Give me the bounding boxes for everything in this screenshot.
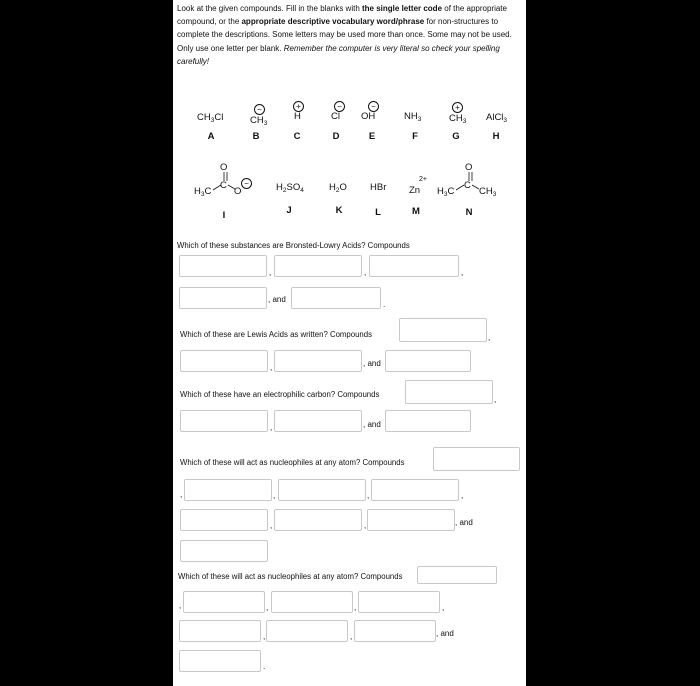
answer-blank[interactable] bbox=[179, 620, 261, 642]
compound-m-label: M bbox=[412, 206, 420, 217]
comma-separator: , bbox=[270, 363, 273, 372]
answer-blank[interactable] bbox=[271, 591, 353, 613]
answer-blank[interactable] bbox=[367, 509, 455, 531]
carbonyl-carbon: C bbox=[220, 180, 227, 191]
answer-blank[interactable] bbox=[358, 591, 440, 613]
answer-blank[interactable] bbox=[399, 318, 487, 342]
compound-g-label: G bbox=[452, 131, 460, 142]
answer-blank[interactable] bbox=[405, 380, 493, 404]
answer-blank[interactable] bbox=[371, 479, 459, 501]
answer-blank[interactable] bbox=[274, 255, 362, 277]
comma-separator: , bbox=[350, 632, 353, 641]
question-2-text: Which of these are Lewis Acids as written? Compounds bbox=[180, 330, 372, 339]
and-separator: , and bbox=[436, 629, 454, 638]
compound-a-label: A bbox=[207, 131, 215, 142]
compound-j-label: J bbox=[286, 205, 292, 216]
comma-separator: , bbox=[269, 268, 272, 277]
compound-l-structure: HBr bbox=[370, 182, 387, 193]
compound-j-structure: $H_2SO_4$ bbox=[276, 182, 304, 194]
comma-separator: , bbox=[354, 603, 357, 612]
comma-separator: , bbox=[266, 603, 269, 612]
carbonyl-oxygen: O bbox=[465, 162, 473, 173]
compound-k-label: K bbox=[335, 205, 343, 216]
compound-a-structure: $CH_3Cl$ bbox=[197, 112, 224, 124]
answer-blank[interactable] bbox=[369, 255, 459, 277]
comma-separator: , bbox=[442, 603, 445, 612]
and-separator: , and bbox=[363, 359, 381, 368]
compound-c-structure: H bbox=[294, 111, 301, 122]
answer-blank[interactable] bbox=[274, 350, 362, 372]
comma-separator: , bbox=[179, 601, 182, 610]
answer-blank[interactable] bbox=[179, 287, 267, 309]
compound-n-label: N bbox=[465, 207, 473, 218]
plus-charge-icon: + bbox=[293, 101, 304, 112]
answer-blank[interactable] bbox=[433, 447, 520, 471]
comma-separator: , bbox=[367, 491, 370, 500]
compound-d-label: D bbox=[332, 131, 340, 142]
compound-e-label: E bbox=[368, 131, 376, 142]
answer-blank[interactable] bbox=[385, 410, 471, 432]
comma-separator: , bbox=[461, 268, 464, 277]
minus-charge-icon: − bbox=[241, 178, 252, 189]
comma-separator: , bbox=[180, 490, 183, 499]
question-panel bbox=[173, 0, 526, 686]
plus-charge-icon: + bbox=[452, 102, 463, 113]
answer-blank[interactable] bbox=[184, 479, 272, 501]
comma-separator: , bbox=[461, 491, 464, 500]
answer-blank[interactable] bbox=[291, 287, 381, 309]
comma-separator: , bbox=[364, 268, 367, 277]
compound-k-structure: $H_2O$ bbox=[329, 182, 347, 194]
answer-blank[interactable] bbox=[180, 410, 268, 432]
answer-blank[interactable] bbox=[385, 350, 471, 372]
question-3-text: Which of these have an electrophilic carbon? Compounds bbox=[180, 390, 380, 399]
compound-h-label: H bbox=[492, 131, 500, 142]
comma-separator: , bbox=[270, 521, 273, 530]
compound-e-structure: OH bbox=[361, 111, 376, 122]
instructions: Look at the given compounds. Fill in the blanks with the single letter code of the appropriate compound, or the appropriate descriptive vocabulary word/phrase for non-structures to complete the descriptions. Some letters may be used more than once. Some may not be used. Only use one letter per blank. Remember the computer is very literal so check your spelling carefully! bbox=[177, 4, 512, 66]
answer-blank[interactable] bbox=[266, 620, 348, 642]
answer-blank[interactable] bbox=[183, 591, 265, 613]
compound-f-structure: $NH_3$ bbox=[404, 111, 422, 123]
question-4-text: Which of these will act as nucleophiles at any atom? Compounds bbox=[180, 458, 405, 467]
comma-separator: , bbox=[488, 333, 491, 342]
minus-charge-icon: − bbox=[368, 101, 379, 112]
comma-separator: , bbox=[273, 491, 276, 500]
question-1-text: Which of these substances are Bronsted-Lowry Acids? Compounds bbox=[177, 241, 410, 250]
compound-c-label: C bbox=[293, 131, 301, 142]
compound-f-label: F bbox=[412, 131, 418, 142]
comma-separator: , bbox=[270, 423, 273, 432]
answer-blank[interactable] bbox=[354, 620, 436, 642]
compound-d-structure: Cl bbox=[331, 111, 340, 122]
compound-h-structure: AlCl$_3$ bbox=[486, 112, 508, 124]
compound-n-structure: $H_3C$ bbox=[437, 186, 455, 198]
carboxylate-oxygen: O bbox=[234, 186, 242, 197]
answer-blank[interactable] bbox=[274, 509, 362, 531]
compound-i-label: I bbox=[222, 210, 226, 221]
minus-charge-icon: − bbox=[334, 101, 345, 112]
comma-separator: , bbox=[494, 395, 497, 404]
answer-blank[interactable] bbox=[274, 410, 362, 432]
compound-g-structure: $CH_3$ bbox=[449, 113, 467, 125]
compound-l-label: L bbox=[375, 207, 381, 218]
answer-blank[interactable] bbox=[180, 350, 268, 372]
answer-blank[interactable] bbox=[179, 650, 261, 672]
answer-blank[interactable] bbox=[180, 540, 268, 562]
methyl-group: $CH_3$ bbox=[479, 186, 497, 198]
period-separator: . bbox=[263, 662, 266, 671]
and-separator: , and bbox=[363, 420, 381, 429]
period-separator: . bbox=[383, 300, 386, 309]
question-5-text: Which of these will act as nucleophiles at any atom? Compounds bbox=[178, 572, 403, 581]
and-separator: , and bbox=[455, 518, 473, 527]
carbonyl-oxygen: O bbox=[220, 162, 228, 173]
answer-blank[interactable] bbox=[179, 255, 267, 277]
and-separator: , and bbox=[268, 295, 286, 304]
compound-b-label: B bbox=[252, 131, 260, 142]
comma-separator: , bbox=[263, 632, 266, 641]
answer-blank[interactable] bbox=[180, 509, 268, 531]
compound-m-structure: Zn bbox=[409, 185, 421, 196]
compound-i-structure: $H_3C$ bbox=[194, 186, 212, 198]
minus-charge-icon: − bbox=[254, 104, 265, 115]
zinc-charge: 2+ bbox=[419, 176, 427, 183]
answer-blank[interactable] bbox=[417, 566, 497, 584]
carbonyl-carbon: C bbox=[464, 180, 471, 191]
comma-separator: , bbox=[364, 521, 367, 530]
compound-b-structure: $CH_3$ bbox=[250, 115, 268, 127]
answer-blank[interactable] bbox=[278, 479, 366, 501]
